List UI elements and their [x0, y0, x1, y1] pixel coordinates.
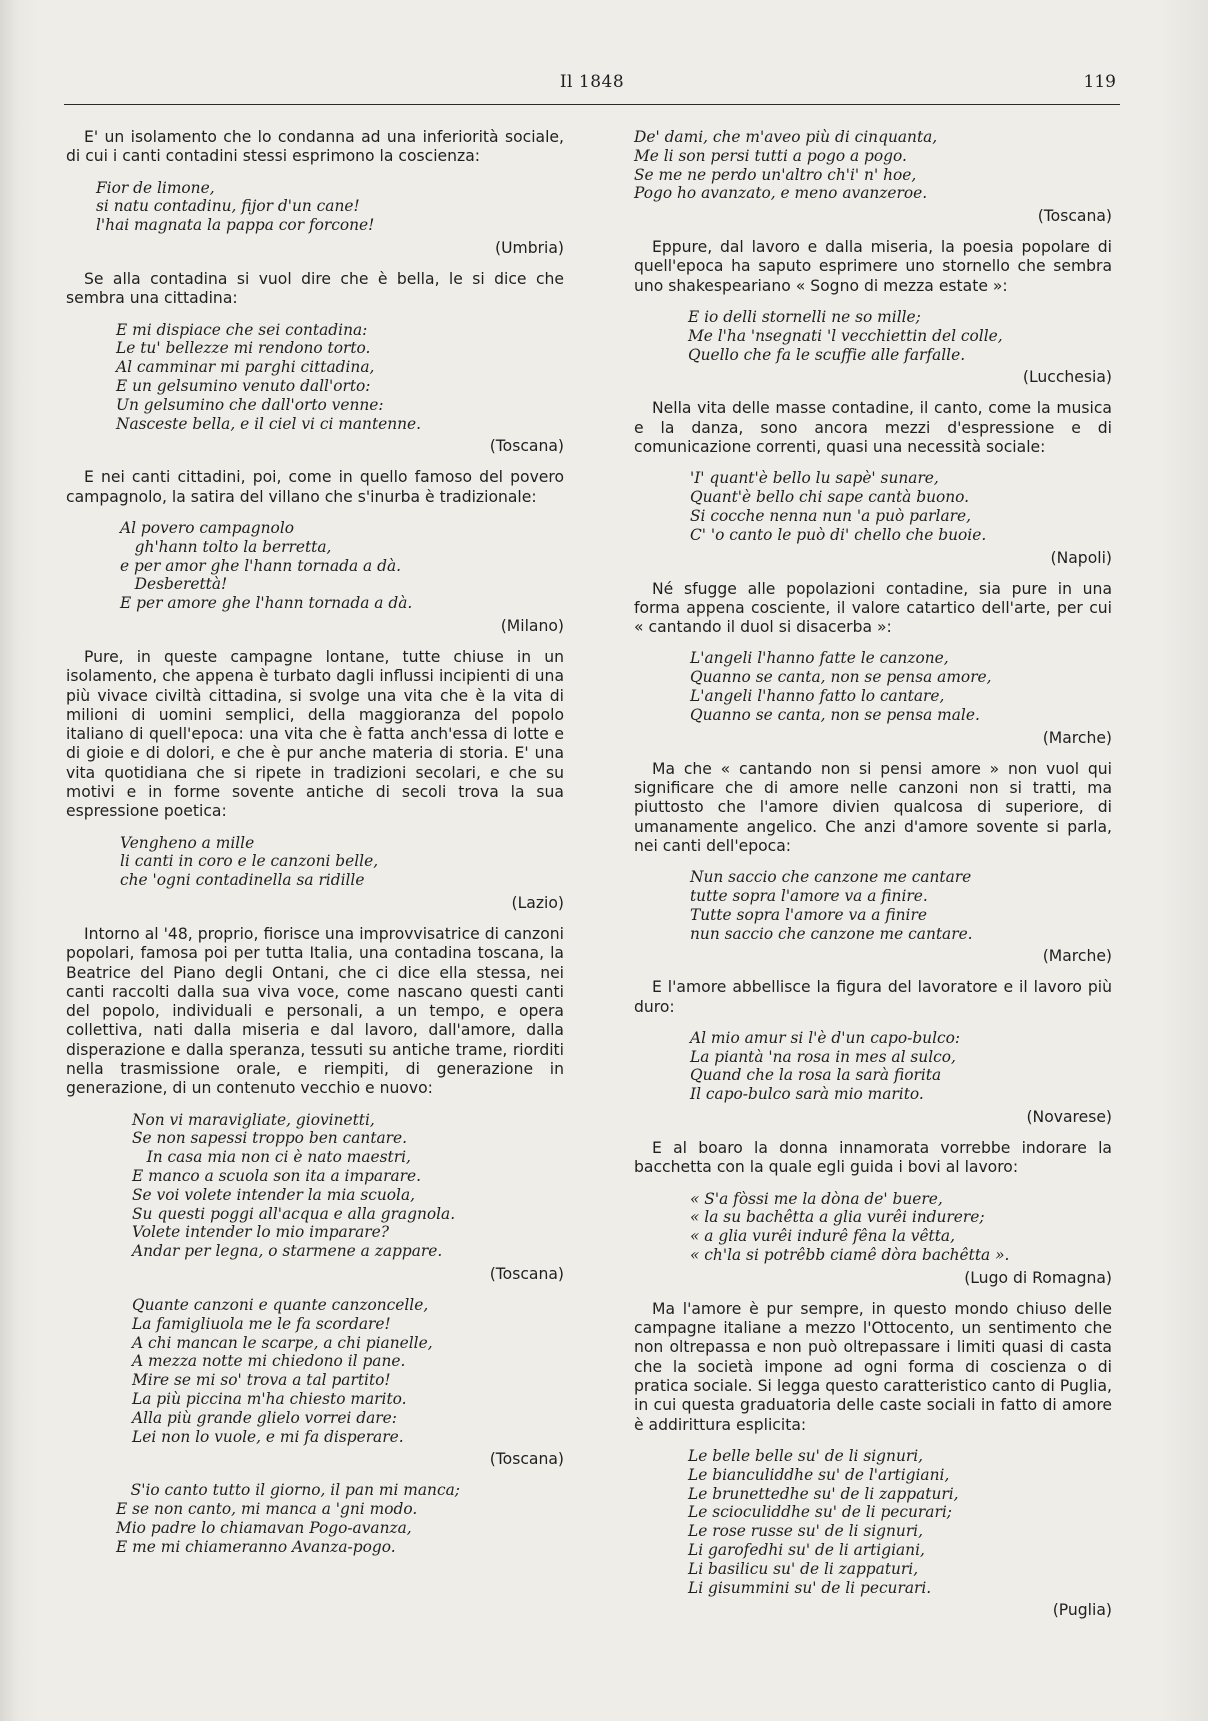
poem-verse	[66, 834, 564, 890]
verse-line: Nun saccio che canzone me cantare	[690, 868, 972, 887]
poem-verse	[634, 1029, 1112, 1104]
verse-line: Le belle belle su' de li signuri,	[688, 1446, 924, 1465]
region-attribution: (Puglia)	[1052, 1601, 1112, 1620]
verse-line: Li gisummini su' de li pecurari.	[688, 1578, 932, 1597]
verse-line: Quante canzoni e quante canzoncelle,	[132, 1296, 429, 1315]
verse-line: Me l'ha 'nsegnati 'l vecchiettin del colle,	[688, 326, 1003, 345]
poem-verse	[634, 649, 1112, 724]
paragraph: Eppure, dal lavoro e dalla miseria, la poesia popolare di quell'epoca ha saputo esprimere uno stornello che sembra uno shakespeariano « Sogno di mezza estate »:	[634, 238, 1112, 295]
verse-line: Quello che fa le scuffie alle farfalle.	[688, 345, 966, 364]
region-attribution: (Toscana)	[489, 1265, 564, 1284]
verse-line: li canti in coro e le canzoni belle,	[120, 852, 379, 871]
verse-line: E per amore ghe l'hann tornada a dà.	[120, 594, 413, 613]
verse-line: 'I' quant'è bello lu sapè' sunare,	[690, 469, 939, 488]
poem-verse	[634, 469, 1112, 544]
region-attribution: (Marche)	[1042, 947, 1112, 966]
verse-line: Mio padre lo chiamavan Pogo-avanza,	[116, 1519, 412, 1538]
verse-line: Andar per legna, o starmene a zappare.	[132, 1242, 443, 1261]
verse-line: Le rose russe su' de li signuri,	[688, 1522, 924, 1541]
verse-line: Le tu' bellezze mi rendono torto.	[116, 339, 371, 358]
region-attribution: (Napoli)	[1050, 548, 1112, 567]
verse-line: A mezza notte mi chiedono il pane.	[132, 1352, 406, 1371]
poem-verse	[634, 1190, 1112, 1265]
verse-line: Vengheno a mille	[120, 833, 255, 852]
verse-line: gh'hann tolto la berretta,	[120, 537, 332, 556]
verse-line: si natu contadinu, fijor d'un cane!	[96, 197, 360, 216]
verse-line: « ch'la si potrêbb ciamê dòra bachêtta ».	[690, 1246, 1010, 1265]
verse-line: Quand che la rosa la sarà fiorita	[690, 1066, 942, 1085]
verse-line: Su questi poggi all'acqua e alla gragnola.	[132, 1204, 456, 1223]
verse-line: Fior de limone,	[96, 178, 215, 197]
poem-verse	[634, 128, 1112, 203]
paragraph: Intorno al '48, proprio, fiorisce una improvvisatrice di canzoni popolari, famosa poi per tutta Italia, una contadina toscana, la Beatrice del Piano degli Ontani, che ci dice ella stessa, nei canti raccolti dalla sua viva voce, come nascano questi canti del popolo, individuali e personali, a un tempo, e opera collettiva, nati dalla miseria e dal lavoro, dall'amore, dalla disperazione e dalla speranza, tessuti su antiche trame, riorditi nella trasmissione orale, e riempiti, di generazione in generazione, di un contenuto vecchio e nuovo:	[66, 925, 564, 1098]
paragraph: E l'amore abbellisce la figura del lavoratore e il lavoro più duro:	[634, 978, 1112, 1016]
verse-line: La più piccina m'ha chiesto marito.	[132, 1390, 407, 1409]
verse-line: Le scioculiddhe su' de li pecurari;	[688, 1503, 952, 1522]
left-column	[66, 128, 564, 1561]
poem-verse	[634, 308, 1112, 364]
verse-line: Le brunettedhe su' de li zappaturi,	[688, 1484, 959, 1503]
verse-line: Volete intender lo mio imparare?	[132, 1223, 389, 1242]
verse-line: Al camminar mi parghi cittadina,	[116, 358, 375, 377]
verse-line: E se non canto, mi manca a 'gni modo.	[116, 1500, 418, 1519]
poem-verse	[66, 321, 564, 434]
verse-line: Me li son persi tutti a pogo a pogo.	[634, 146, 907, 165]
verse-line: Al mio amur si l'è d'un capo-bulco:	[690, 1028, 961, 1047]
paragraph: Se alla contadina si vuol dire che è bella, le si dice che sembra una cittadina:	[66, 269, 564, 308]
verse-line: Il capo-bulco sarà mio marito.	[690, 1085, 924, 1104]
verse-line: Tutte sopra l'amore va a finire	[690, 905, 927, 924]
paragraph: E nei canti cittadini, poi, come in quello famoso del povero campagnolo, la satira del villano che s'inurba è tradizionale:	[66, 468, 564, 506]
verse-line: tutte sopra l'amore va a finire.	[690, 886, 928, 905]
page-number: 119	[1083, 72, 1116, 92]
verse-line: Nasceste bella, e il ciel vi ci mantenne.	[116, 414, 422, 433]
verse-line: Non vi maravigliate, giovinetti,	[132, 1110, 375, 1129]
verse-line: Se voi volete intender la mia scuola,	[132, 1185, 416, 1204]
verse-line: De' dami, che m'aveo più di cinquanta,	[634, 128, 938, 146]
paragraph: E al boaro la donna innamorata vorrebbe indorare la bacchetta con la quale egli guida i bovi al lavoro:	[634, 1139, 1112, 1177]
verse-line: « a glia vurêi indurê fêna la vêtta,	[690, 1227, 956, 1246]
verse-line: « S'a fòssi me la dòna de' buere,	[690, 1189, 943, 1208]
paragraph: Ma l'amore è pur sempre, in questo mondo chiuso delle campagne italiane a mezzo l'Ottocento, un sentimento che non oltrepassa e non può oltrepassare i limiti quasi di casta che la società impone ad ogni forma di coscienza o di pratica sociale. Si legga questo caratteristico canto di Puglia, in cui questa graduatoria delle caste sociali in fatto di amore è addirittura esplicita:	[634, 1299, 1112, 1434]
verse-line: E me mi chiameranno Avanza-pogo.	[116, 1537, 396, 1556]
verse-line: Quanno se canta, non se pensa amore,	[690, 668, 992, 687]
region-attribution: (Novarese)	[1026, 1108, 1112, 1127]
verse-line: L'angeli l'hanno fatto lo cantare,	[690, 687, 945, 706]
verse-line: « la su bachêtta a glia vurêi indurere;	[690, 1208, 985, 1227]
region-attribution: (Lugo di Romagna)	[964, 1268, 1112, 1287]
verse-line: S'io canto tutto il giorno, il pan mi manca;	[116, 1481, 460, 1500]
verse-line: Un gelsumino che dall'orto venne:	[116, 395, 384, 414]
verse-line: Li basilicu su' de li zappaturi,	[688, 1559, 919, 1578]
region-attribution: (Lucchesia)	[1022, 368, 1112, 387]
verse-line: Mire se mi so' trova a tal partito!	[132, 1371, 391, 1390]
poem-verse	[66, 1111, 564, 1261]
verse-line: Li garofedhi su' de li artigiani,	[688, 1540, 925, 1559]
region-attribution: (Toscana)	[1037, 207, 1112, 226]
running-title: Il 1848	[559, 72, 625, 92]
poem-verse	[66, 1296, 564, 1446]
poem-verse	[634, 868, 1112, 943]
verse-line: e per amor ghe l'hann tornada a dà.	[120, 556, 402, 575]
verse-line: E un gelsumino venuto dall'orto:	[116, 376, 371, 395]
verse-line: Alla più grande glielo vorrei dare:	[132, 1408, 397, 1427]
paragraph: Nella vita delle masse contadine, il canto, come la musica e la danza, sono ancora mezzi d'espressione e di comunicazione correnti, quasi una necessità sociale:	[634, 399, 1112, 457]
verse-line: E mi dispiace che sei contadina:	[116, 320, 368, 339]
verse-line: nun saccio che canzone me cantare.	[690, 924, 973, 943]
region-attribution: (Umbria)	[495, 238, 564, 257]
verse-line: Desberettà!	[120, 575, 228, 594]
verse-line: La piantà 'na rosa in mes al sulco,	[690, 1047, 956, 1066]
verse-line: Pogo ho avanzato, e meno avanzeroe.	[634, 184, 928, 203]
verse-line: C' 'o canto le può di' chello che buoie.	[690, 525, 987, 544]
verse-line: E io delli stornelli ne so mille;	[688, 308, 921, 327]
verse-line: Lei non lo vuole, e mi fa disperare.	[132, 1427, 404, 1446]
region-attribution: (Milano)	[500, 616, 564, 635]
verse-line: La famigliuola me le fa scordare!	[132, 1314, 391, 1333]
verse-line: E manco a scuola son ita a imparare.	[132, 1167, 421, 1186]
poem-verse	[634, 1447, 1112, 1597]
verse-line: Le bianculiddhe su' de l'artigiani,	[688, 1465, 950, 1484]
poem-verse	[66, 519, 564, 613]
verse-line: Se me ne perdo un'altro ch'i' n' hoe,	[634, 165, 917, 184]
paragraph: Né sfugge alle popolazioni contadine, sia pure in una forma appena cosciente, il valore catartico dell'arte, per cui « cantando il duol si disacerba »:	[634, 579, 1112, 637]
verse-line: Si cocche nenna nun 'a può parlare,	[690, 506, 971, 525]
poem-verse	[66, 1481, 564, 1556]
region-attribution: (Lazio)	[511, 894, 564, 912]
region-attribution: (Toscana)	[489, 1450, 564, 1469]
paragraph: Ma che « cantando non si pensi amore » non vuol qui significare che di amore nelle canzoni non si tratti, ma piuttosto che l'amore divien qualcosa di superiore, di umanamente angelico. Che anzi d'amore sovente si parla, nei canti dell'epoca:	[634, 759, 1112, 855]
verse-line: l'hai magnata la pappa cor forcone!	[96, 216, 375, 235]
region-attribution: (Toscana)	[489, 437, 564, 456]
verse-line: Se non sapessi troppo ben cantare.	[132, 1129, 408, 1148]
verse-line: Al povero campagnolo	[120, 518, 295, 537]
verse-line: L'angeli l'hanno fatte le canzone,	[690, 649, 949, 668]
verse-line: A chi mancan le scarpe, a chi pianelle,	[132, 1333, 433, 1352]
poem-verse	[66, 179, 564, 235]
paragraph: Pure, in queste campagne lontane, tutte chiuse in un isolamento, che appena è turbato dagli influssi incipienti di una più vivace civiltà cittadina, si svolge una vita che è la vita di milioni di uomini semplici, della maggioranza del popolo italiano di quell'epoca: una vita che è fatta anch'essa di lotte e di gioie e di dolori, e che è pur anche materia di storia. E' una vita quotidiana che si ripete in tradizioni secolari, e che su motivi e in forme sovente antiche di secoli trova la sua espressione poetica:	[66, 647, 564, 821]
region-attribution: (Marche)	[1042, 728, 1112, 747]
paragraph: E' un isolamento che lo condanna ad una inferiorità sociale, di cui i canti contadini stessi esprimono la coscienza:	[66, 128, 564, 166]
verse-line: In casa mia non ci è nato maestri,	[132, 1148, 411, 1167]
page-header	[64, 70, 1120, 105]
verse-line: che 'ogni contadinella sa ridille	[120, 871, 365, 890]
verse-line: Quanno se canta, non se pensa male.	[690, 705, 980, 724]
right-column	[634, 128, 1112, 1632]
verse-line: Quant'è bello chi sape cantà buono.	[690, 488, 970, 507]
